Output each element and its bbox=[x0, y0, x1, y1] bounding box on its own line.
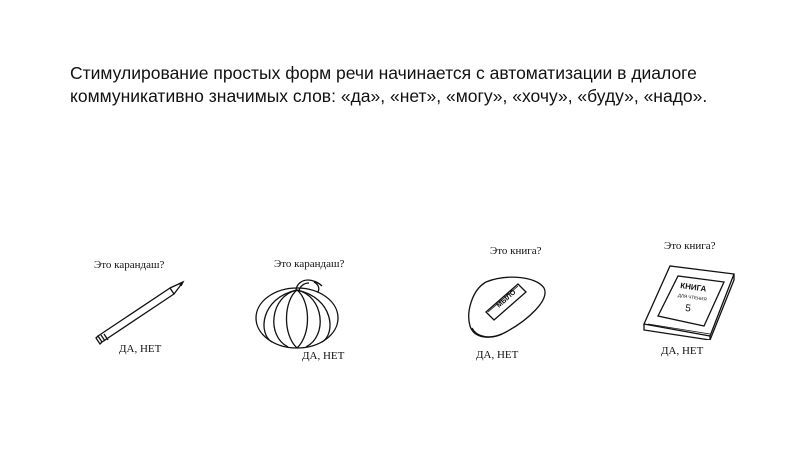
pencil-icon bbox=[90, 278, 190, 348]
text-line-2: коммуникативно значимых слов: «да», «нет», «могу», «хочу», «буду», «надо». bbox=[70, 86, 708, 106]
card-answer: ДА, НЕТ bbox=[476, 349, 519, 361]
slide-text bbox=[70, 62, 770, 108]
book-subtitle: ДЛЯ ЧТЕНИЯ bbox=[677, 292, 708, 302]
text-line-1: Стимулирование простых форм речи начинается с автоматизации в диалоге bbox=[70, 63, 697, 83]
book-grade: 5 bbox=[684, 302, 692, 315]
soap-label: МЫЛО bbox=[495, 288, 518, 310]
card-question: Это карандаш? bbox=[274, 258, 345, 270]
card-answer: ДА, НЕТ bbox=[119, 343, 162, 355]
book-title: КНИГА bbox=[679, 281, 707, 294]
card-answer: ДА, НЕТ bbox=[661, 345, 704, 357]
card-answer: ДА, НЕТ bbox=[302, 350, 345, 362]
pumpkin-icon bbox=[252, 276, 342, 352]
soap-icon bbox=[466, 272, 550, 344]
card-question: Это карандаш? bbox=[94, 259, 165, 271]
book-icon bbox=[640, 258, 740, 340]
card-question: Это книга? bbox=[490, 245, 542, 257]
card-question: Это книга? bbox=[664, 240, 716, 252]
